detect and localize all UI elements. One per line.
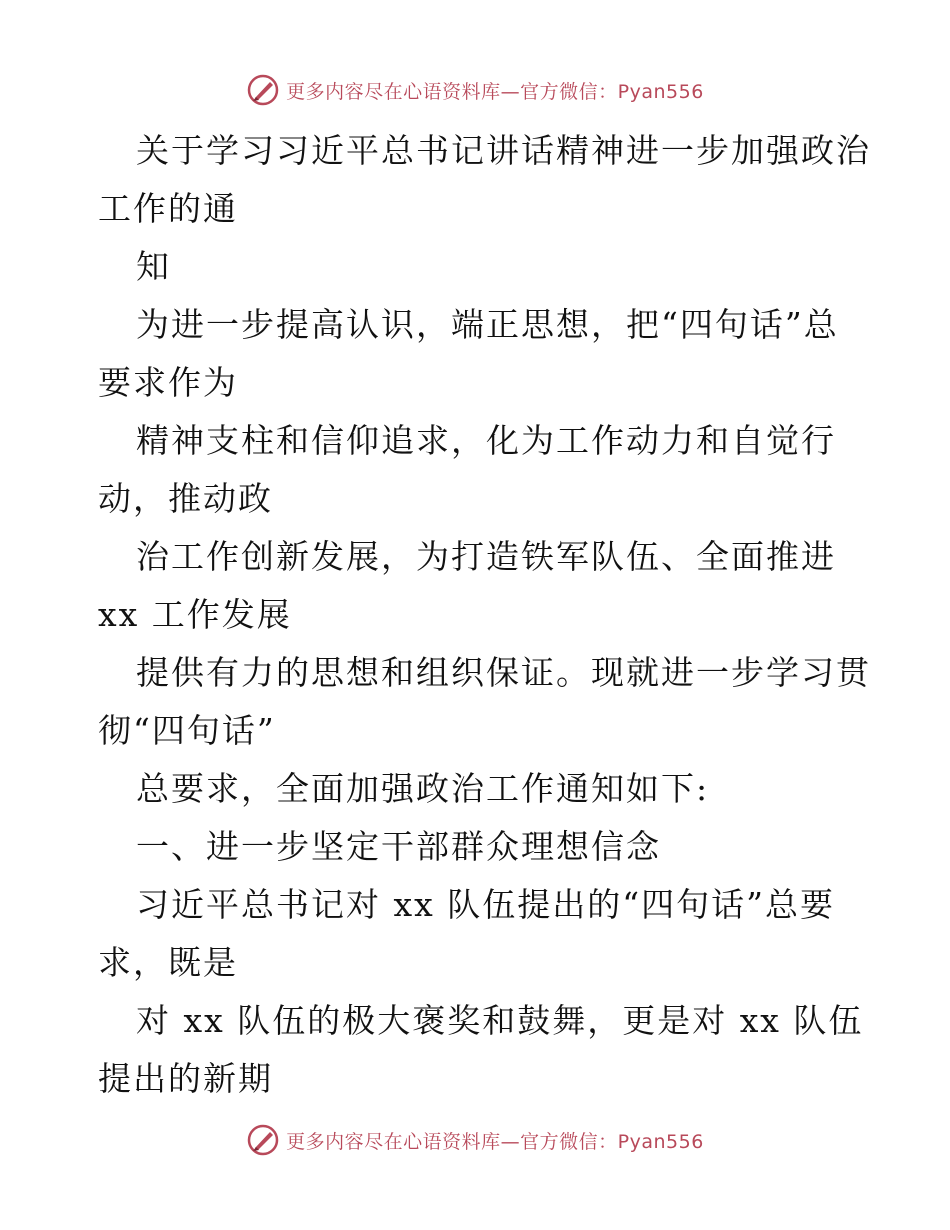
- document-line: 工作的通: [98, 189, 238, 228]
- document-line: 要求作为: [98, 363, 238, 402]
- document-line: 求，既是: [98, 943, 238, 982]
- document-line: 为进一步提高认识，端正思想，把“四句话”总: [136, 305, 839, 344]
- quill-pen-logo-icon: [246, 73, 280, 107]
- document-line: 习近平总书记对 xx 队伍提出的“四句话”总要: [136, 885, 835, 924]
- document-line: 知: [136, 247, 171, 286]
- document-line: 提供有力的思想和组织保证。现就进一步学习贯: [136, 653, 871, 692]
- document-line: 关于学习习近平总书记讲话精神进一步加强政治: [136, 131, 871, 170]
- document-line: 动，推动政: [98, 479, 273, 518]
- document-line: 提出的新期: [98, 1059, 273, 1098]
- header-watermark-text: 更多内容尽在心语资料库—官方微信：Pyan556: [286, 80, 704, 103]
- document-body: [0, 122, 950, 1108]
- footer-watermark-text: 更多内容尽在心语资料库—官方微信：Pyan556: [286, 1130, 704, 1153]
- document-line: 精神支柱和信仰追求，化为工作动力和自觉行: [136, 421, 836, 460]
- document-line: 总要求，全面加强政治工作通知如下:: [136, 769, 710, 808]
- document-line: 彻“四句话”: [98, 711, 276, 750]
- quill-pen-logo-icon: [246, 1123, 280, 1157]
- header-watermark-banner: [0, 70, 950, 110]
- document-line: 一、进一步坚定干部群众理想信念: [136, 827, 661, 866]
- footer-watermark-banner: [0, 1120, 950, 1160]
- document-line: xx 工作发展: [98, 595, 292, 634]
- document-line: 治工作创新发展，为打造铁军队伍、全面推进: [136, 537, 836, 576]
- document-line: 对 xx 队伍的极大褒奖和鼓舞，更是对 xx 队伍: [136, 1001, 864, 1040]
